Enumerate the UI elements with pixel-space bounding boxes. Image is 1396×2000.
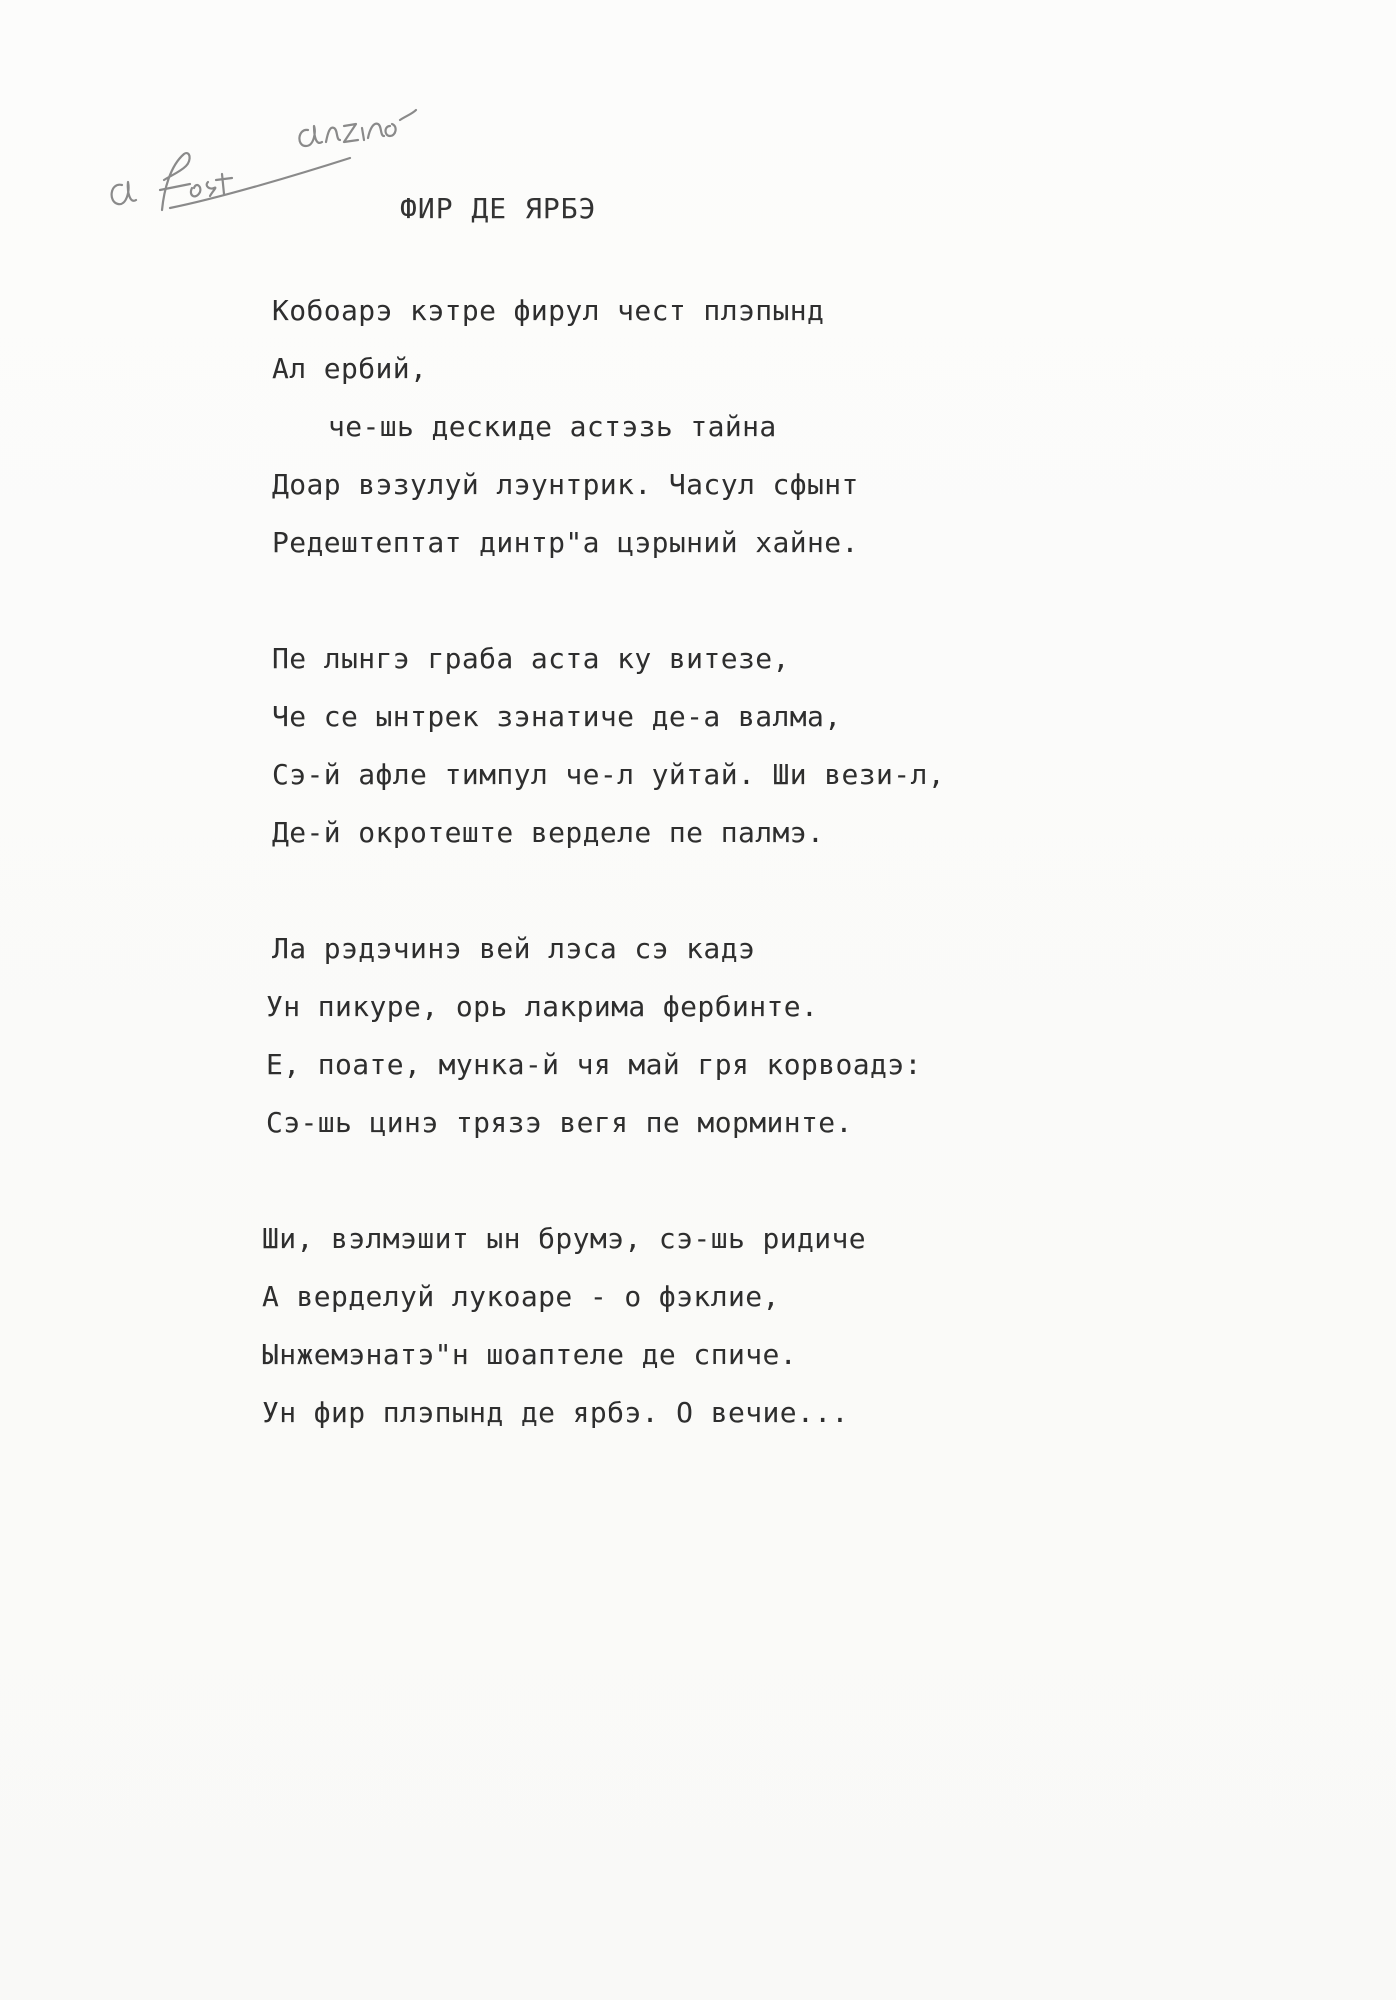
poem-line: Ун фир плэпынд де ярбэ. О вечие... bbox=[262, 1396, 849, 1429]
poem-line: Е, поате, мунка-й чя май гря корвоадэ: bbox=[266, 1048, 922, 1081]
poem-line: Пе лынгэ граба аста ку витезе, bbox=[272, 642, 790, 675]
poem-line: Сэ-шь цинэ трязэ вегя пе морминте. bbox=[266, 1106, 853, 1139]
poem-line: Че се ынтрек зэнатиче де-а валма, bbox=[272, 700, 842, 733]
poem-line: Ынжемэнатэ"н шоаптеле де спиче. bbox=[262, 1338, 797, 1371]
poem-line: Ши, вэлмэшит ын брумэ, сэ-шь ридиче bbox=[262, 1222, 867, 1255]
poem-line: че-шь дескиде астэзь тайна bbox=[328, 410, 777, 443]
poem-title: ФИР ДЕ ЯРБЭ bbox=[400, 192, 597, 225]
poem-line: Доар вэзулуй лэунтрик. Часул сфынт bbox=[272, 468, 859, 501]
poem-line: Ал ербий, bbox=[272, 352, 428, 385]
poem-line: Ла рэдэчинэ вей лэса сэ кадэ bbox=[272, 932, 756, 965]
poem-line: А верделуй лукоаре - о фэклие, bbox=[262, 1280, 780, 1313]
poem-line: Редештептат динтр"а цэрыний хайне. bbox=[272, 526, 859, 559]
poem-line: Сэ-й афле тимпул че-л уйтай. Ши вези-л, bbox=[272, 758, 946, 791]
poem-line: Кобоарэ кэтре фирул чест плэпынд bbox=[272, 294, 825, 327]
poem-line: Ун пикуре, орь лакрима фербинте. bbox=[266, 990, 819, 1023]
poem-line: Де-й окротеште верделе пе палмэ. bbox=[272, 816, 825, 849]
